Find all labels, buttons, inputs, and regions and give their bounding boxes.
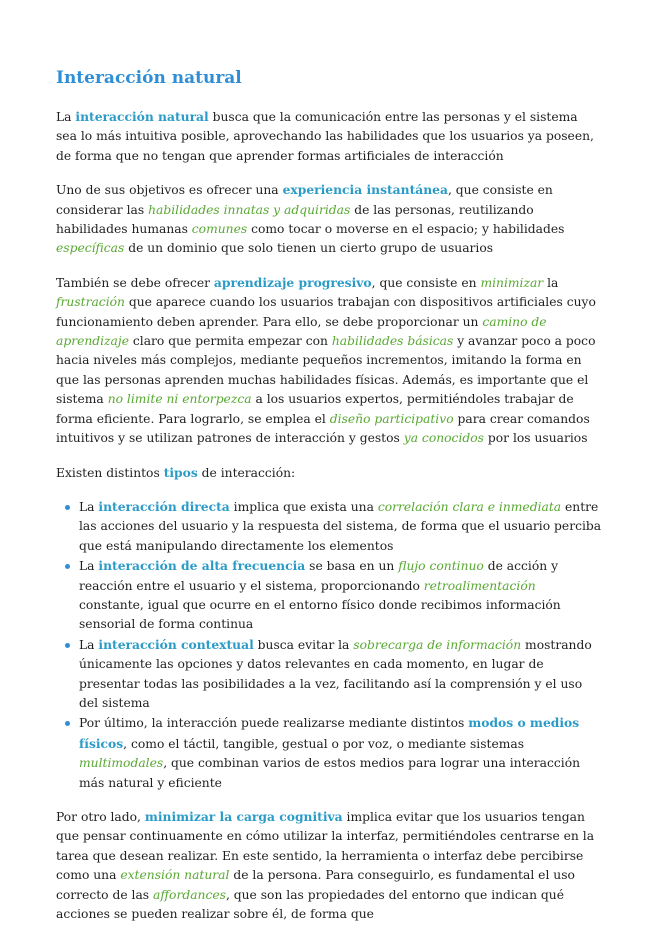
key-term: tipos <box>163 464 198 480</box>
list-item <box>79 635 602 714</box>
text-run: implica evitar que los usuarios tengan que pensar continuamente en cómo utilizar la interfaz, permitiéndoles centrarse en la tarea que desean realizar. En este sentido, la herramienta o interfaz debe percibirse como una <box>56 810 595 883</box>
text-run: implica que exista una <box>229 499 378 514</box>
text-run: busca evitar la <box>253 637 354 652</box>
text-run: mostrando únicamente las opciones y datos relevantes en cada momento, en lugar de presentar todas las posibilidades a la vez, facilitando así la comprensión y el uso del sistema <box>79 637 592 710</box>
text-run: Por otro lado, <box>56 810 145 824</box>
text-run: para crear comandos intuitivos y se utilizan patrones de interacción y gestos <box>56 411 590 446</box>
emphasis-term: retroalimentación <box>423 578 536 593</box>
emphasis-term: específicas <box>56 241 125 256</box>
emphasis-term: habilidades básicas <box>331 334 454 349</box>
text-run: por los usuarios <box>483 431 588 446</box>
emphasis-term: camino de aprendizaje <box>56 314 547 349</box>
emphasis-term: extensión natural <box>120 868 230 883</box>
page-title: Interacción natural <box>56 68 242 88</box>
text-run: entre las acciones del usuario y la respuesta del sistema, de forma que el usuario perciba que está manipulando directamente los elementos <box>79 499 602 553</box>
text-run: , que consiste en considerar las <box>56 183 553 217</box>
text-run: , que consiste en <box>371 275 481 290</box>
text-run: de la persona. Para conseguirlo, es fundamental el uso correcto de las <box>56 868 575 902</box>
text-run: La <box>79 559 99 574</box>
emphasis-term: correlación clara e inmediata <box>377 499 562 514</box>
key-term: interacción directa <box>98 498 230 514</box>
text-run: busca que la comunicación entre las personas y el sistema sea lo más intuitiva posible, aprovechando las habilidades que los usuarios ya poseen, de forma que no tengan que aprender formas artificiales de interacción <box>56 110 594 163</box>
paragraph <box>56 273 602 449</box>
emphasis-term: flujo continuo <box>398 559 484 574</box>
key-term: interacción natural <box>75 109 209 124</box>
key-term: experiencia instantánea <box>282 182 448 198</box>
text-run: a los usuarios expertos, permitiéndoles trabajar de forma eficiente. Para lograrlo, se emplea el <box>56 392 574 426</box>
emphasis-term: sobrecarga de información <box>353 637 522 652</box>
emphasis-term: ya conocidos <box>403 431 484 446</box>
text-run: , que son las propiedades del entorno que indican qué acciones se pueden realizar sobre él, de forma que <box>56 887 564 922</box>
text-run: , que combinan varios de estos medios para lograr una interacción más natural y eficiente <box>79 756 581 790</box>
key-term: modos o medios físicos <box>79 715 580 751</box>
text-run: claro que permita empezar con <box>128 334 332 349</box>
emphasis-term: minimizar <box>480 275 544 290</box>
text-run: La <box>79 637 99 652</box>
intro-section <box>56 107 602 483</box>
emphasis-term: comunes <box>191 222 248 237</box>
emphasis-term: affordances <box>153 887 226 902</box>
emphasis-term: frustración <box>56 295 125 310</box>
key-term: interacción de alta frecuencia <box>98 558 306 574</box>
list-item <box>79 556 602 635</box>
emphasis-term: habilidades innatas y adquiridas <box>148 202 351 217</box>
paragraph <box>56 180 602 259</box>
key-term: aprendizaje progresivo <box>213 274 372 290</box>
emphasis-term: no limite ni entorpezca <box>107 392 252 407</box>
paragraph <box>56 107 602 166</box>
paragraph <box>56 463 602 483</box>
list-item <box>79 497 602 556</box>
emphasis-term: multimodales <box>79 756 164 771</box>
document-page <box>56 66 602 938</box>
text-run: que aparece cuando los usuarios trabajan con dispositivos artificiales cuyo funcionamiento deben aprender. Para ello, se debe proporcionar un <box>56 295 596 329</box>
interaction-types-list <box>56 497 602 793</box>
text-run: , como el táctil, tangible, gestual o por voz, o mediante sistemas <box>123 736 525 751</box>
text-run: de interacción: <box>197 465 296 480</box>
text-run: La <box>56 110 76 124</box>
text-run: La <box>79 499 99 514</box>
text-run: Uno de sus objetivos es ofrecer una <box>56 183 283 198</box>
cognitive-load-section <box>56 807 602 924</box>
text-run: de acción y reacción entre el usuario y el sistema, proporcionando <box>79 559 559 593</box>
emphasis-term: diseño participativo <box>329 411 454 426</box>
text-run: se basa en un <box>305 559 399 574</box>
text-run: constante, igual que ocurre en el entorno físico donde recibimos información sensorial de forma continua <box>79 597 561 632</box>
key-term: minimizar la carga cognitiva <box>144 809 343 824</box>
text-run: Existen distintos <box>56 465 164 480</box>
text-run: de las personas, reutilizando habilidades humanas <box>56 202 534 237</box>
paragraph <box>56 807 602 924</box>
text-run: Por último, la interacción puede realizarse mediante distintos <box>79 716 469 731</box>
text-run: También se debe ofrecer <box>56 275 214 290</box>
text-run: como tocar o moverse en el espacio; y habilidades <box>247 222 565 237</box>
text-run: y avanzar poco a poco hacia niveles más complejos, mediante pequeños incrementos, imitando la forma en que las personas aprenden muchas habilidades físicas. Además, es importante que el sistema <box>56 334 596 407</box>
key-term: interacción contextual <box>98 636 254 652</box>
text-run: la <box>543 275 559 290</box>
text-run: de un dominio que solo tienen un cierto grupo de usuarios <box>124 241 494 256</box>
list-item <box>79 713 602 793</box>
